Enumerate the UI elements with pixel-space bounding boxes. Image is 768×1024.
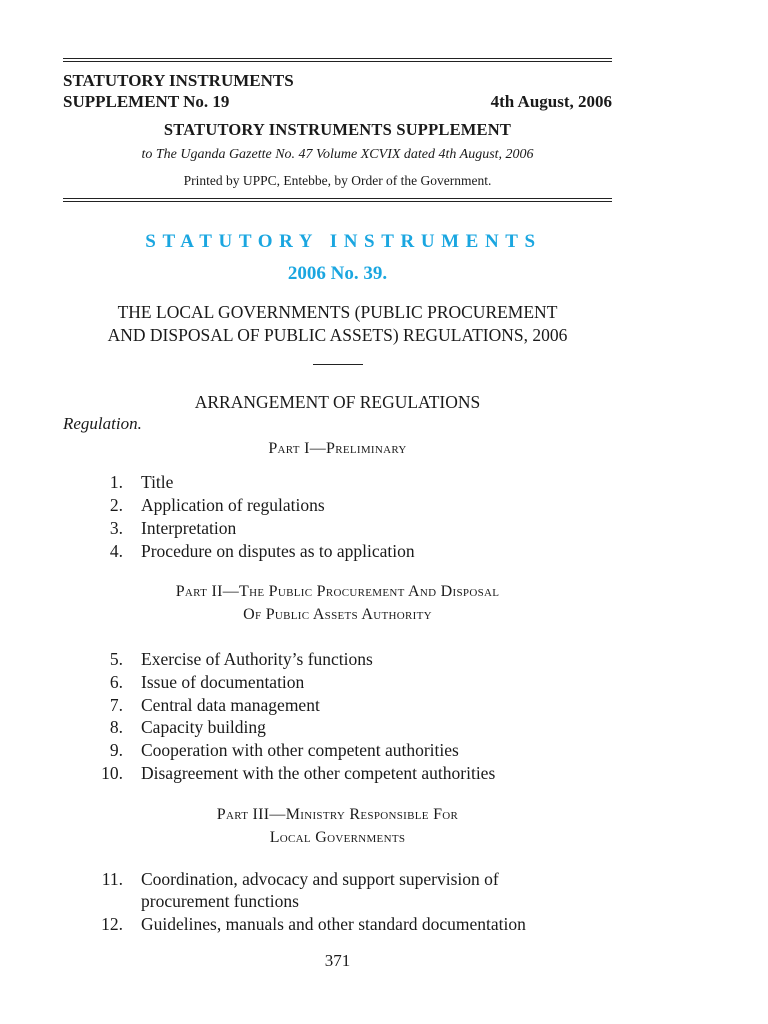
page-number: 371 xyxy=(324,951,351,970)
toc-item-number: 6. xyxy=(109,672,123,692)
toc-item-text: Central data management xyxy=(141,695,320,715)
toc-item-number: 5. xyxy=(109,649,123,669)
part-2-title-line-1: Part II—The Public Procurement And Disposal xyxy=(175,583,500,600)
toc-item-number: 10. xyxy=(101,763,123,783)
toc-item-text: Cooperation with other competent authorities xyxy=(141,740,459,760)
toc-item-text: Interpretation xyxy=(141,518,237,538)
header-series-label: STATUTORY INSTRUMENTS xyxy=(63,71,294,90)
toc-item-text: Issue of documentation xyxy=(141,672,305,692)
instrument-heading: STATUTORY INSTRUMENTS xyxy=(145,231,542,252)
toc-item-text: Coordination, advocacy and support supervision of xyxy=(141,869,499,889)
instrument-number: 2006 No. 39. xyxy=(287,263,388,284)
toc-item-text: Exercise of Authority’s functions xyxy=(141,649,373,669)
header-bottom-double-rule xyxy=(63,198,612,202)
toc-item-text-continuation: procurement functions xyxy=(141,891,299,911)
toc-item-number: 2. xyxy=(109,495,123,515)
toc-item-number: 3. xyxy=(109,518,123,538)
document-page xyxy=(63,0,612,1024)
toc-item-number: 12. xyxy=(101,914,123,934)
supplement-title: STATUTORY INSTRUMENTS SUPPLEMENT xyxy=(163,120,512,139)
toc-item-text: Application of regulations xyxy=(141,495,325,515)
title-separator-rule xyxy=(313,364,363,365)
top-double-rule xyxy=(63,58,612,62)
printer-line: Printed by UPPC, Entebbe, by Order of the Government. xyxy=(183,173,492,188)
header-date: 4th August, 2006 xyxy=(490,92,612,111)
toc-item-text: Procedure on disputes as to application xyxy=(141,541,415,561)
header-supplement-row xyxy=(63,91,612,113)
part-2-title-line-2: Of Public Assets Authority xyxy=(243,606,432,623)
toc-item-number: 1. xyxy=(109,472,123,492)
regulations-title-line-1: THE LOCAL GOVERNMENTS (PUBLIC PROCUREMENT xyxy=(117,302,558,322)
part-1-title: Part I—Preliminary xyxy=(268,440,407,457)
toc-item-text: Title xyxy=(141,472,174,492)
gazette-reference: to The Uganda Gazette No. 47 Volume XCVIX dated 4th August, 2006 xyxy=(141,147,534,162)
toc-item-text: Disagreement with the other competent authorities xyxy=(141,763,496,783)
toc-item-number: 4. xyxy=(109,541,123,561)
toc-item-text: Capacity building xyxy=(141,717,266,737)
toc-item-text: Guidelines, manuals and other standard documentation xyxy=(141,914,526,934)
part-3-title-line-2: Local Governments xyxy=(269,829,406,846)
toc-item-number: 8. xyxy=(109,717,123,737)
part-3-title-line-1: Part III—Ministry Responsible For xyxy=(216,806,459,823)
header-supplement-number: SUPPLEMENT No. 19 xyxy=(63,92,230,111)
toc-item-number: 11. xyxy=(101,869,123,889)
header-series xyxy=(63,70,612,92)
arrangement-heading: ARRANGEMENT OF REGULATIONS xyxy=(194,392,481,412)
toc-item-number: 9. xyxy=(109,740,123,760)
toc-item-number: 7. xyxy=(109,695,123,715)
regulation-column-label: Regulation. xyxy=(63,414,142,433)
regulations-title-line-2: AND DISPOSAL OF PUBLIC ASSETS) REGULATIONS, 2006 xyxy=(107,325,568,345)
